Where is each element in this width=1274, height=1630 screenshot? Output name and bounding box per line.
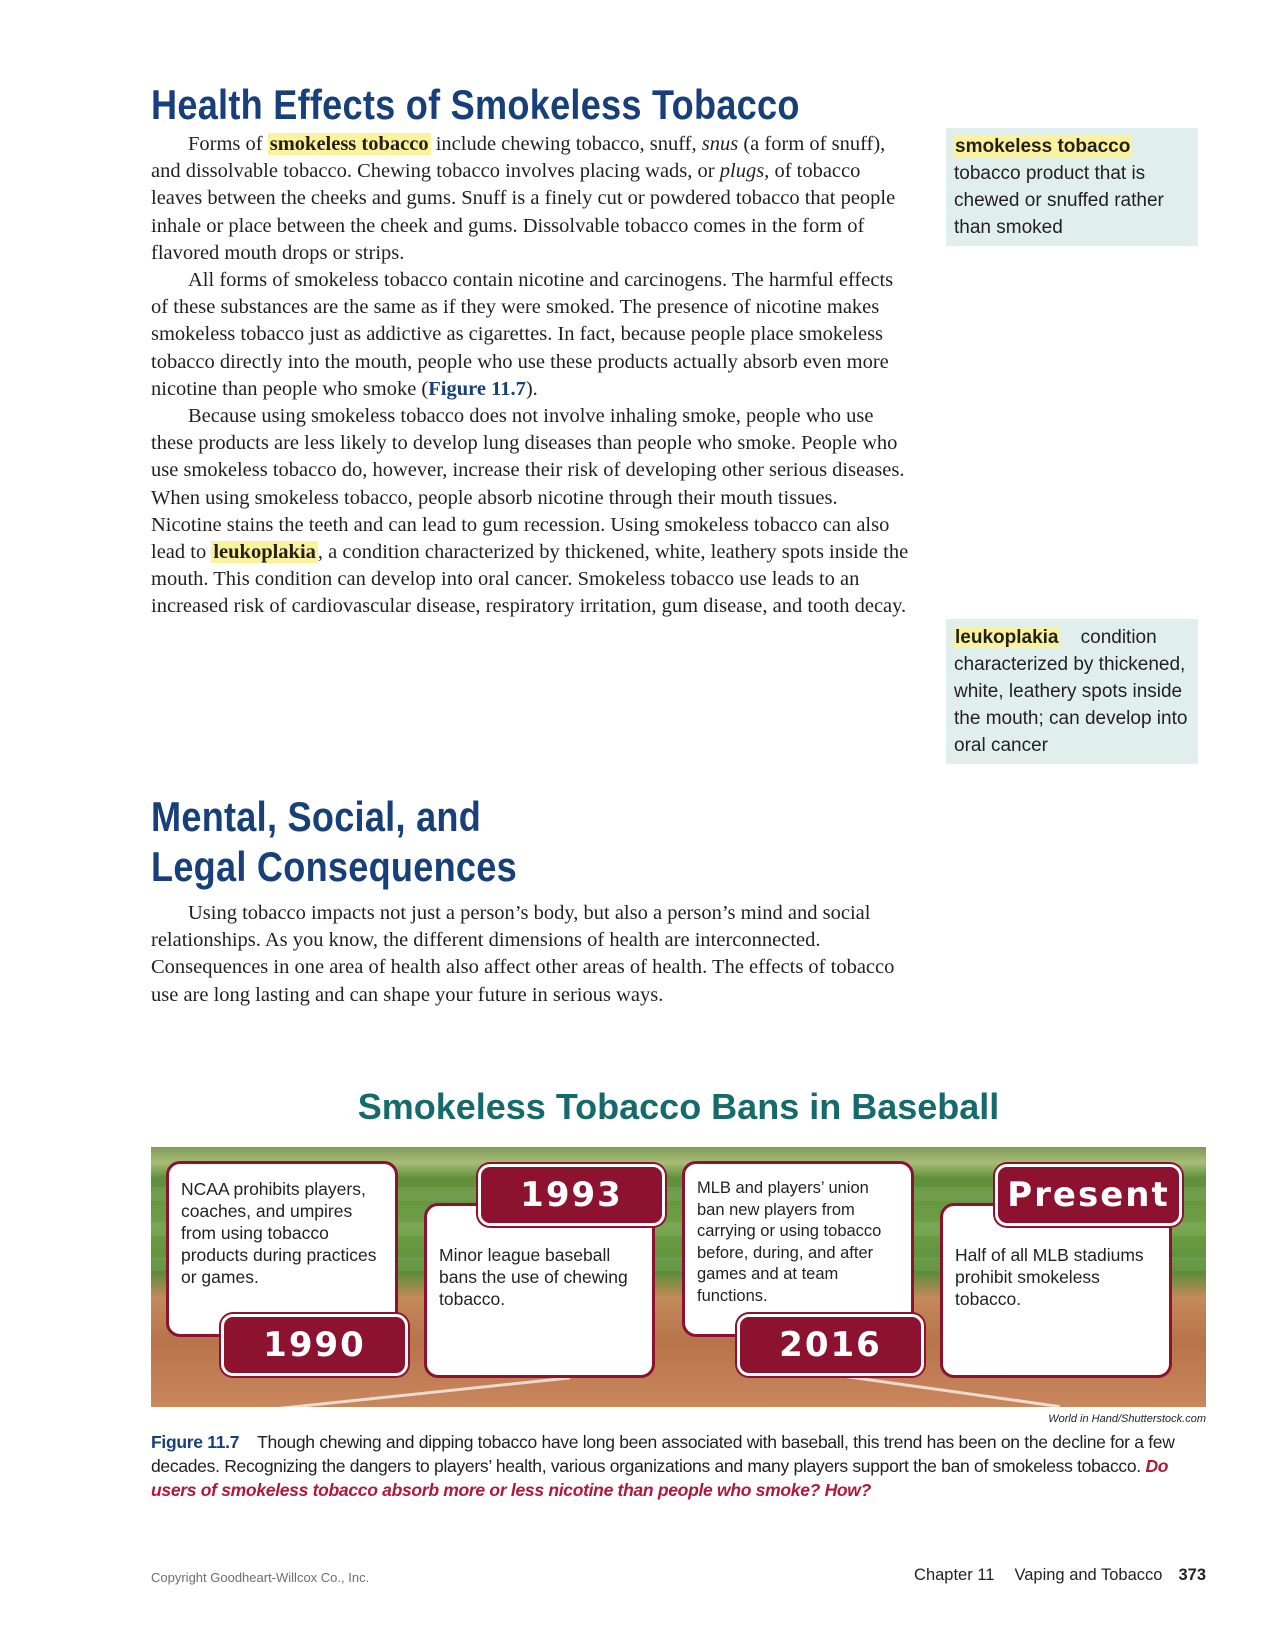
paragraph: Forms of smokeless tobacco include chewing tobacco, snuff, snus (a form of snuff), and dissolvable tobacco. Chewing tobacco involves placing wads, or plugs, of tobacco leaves between the cheeks and gums. Snuff is a finely cut or powdered tobacco that people inhale or place between the cheek and gums. Dissolvable tobacco comes in the form of flavored mouth drops or strips. [151,133,896,264]
key-term-smokeless-tobacco: smokeless tobacco [269,133,429,155]
glossary-term: leukoplakia [955,627,1059,648]
figure-label: Figure 11.7 [151,1432,240,1452]
glossary-box-smokeless-tobacco [946,128,1198,246]
review-question: Do users of smokeless tobacco absorb more or less nicotine than people who smoke? How? [151,1456,1169,1500]
photo-credit: World in Hand/Shutterstock.com [1048,1413,1206,1425]
year-badge-present: Present [995,1164,1182,1226]
glossary-box-leukoplakia [946,619,1198,764]
paragraph: All forms of smokeless tobacco contain nicotine and carcinogens. The harmful effects of these substances are the same as if they were smoked. The presence of nicotine makes smokeless tobacco just as addictive as cigarettes. In fact, because people place smokeless tobacco directly into the mouth, people who use these products actually absorb even more nicotine than people who smoke (Figure 11.7). [151,269,894,400]
chapter-number: Chapter 11 [914,1566,995,1584]
section-body-health-effects [151,131,911,621]
figure-title: Smokeless Tobacco Bans in Baseball [357,1086,1000,1127]
glossary-definition: condition characterized by thickened, white, leathery spots inside the mouth; can develop into oral cancer [954,627,1188,756]
timeline-card-1990: NCAA prohibits players, coaches, and umpires from using tobacco products during practices or games. [166,1161,398,1337]
section-heading-health-effects: Health Effects of Smokeless Tobacco [151,81,800,128]
year-badge-1993: 1993 [478,1164,665,1226]
year-badge-1990: 1990 [221,1314,408,1376]
timeline-card-2016: MLB and players’ union ban new players from carrying or using tobacco before, during, and after games and at team functions. [682,1161,914,1337]
timeline-card-present: Half of all MLB stadiums prohibit smokeless tobacco. [940,1203,1172,1378]
section-heading-consequences: Mental, Social, and Legal Consequences [151,793,517,890]
paragraph: Using tobacco impacts not just a person’s body, but also a person’s mind and social relationships. As you know, the different dimensions of health are interconnected. Consequences in one area of health also affect other areas of health. The effects of tobacco use are long lasting and can shape your future in serious ways. [151,902,895,1006]
year-badge-2016: 2016 [737,1314,924,1376]
paragraph: Because using smokeless tobacco does not involve inhaling smoke, people who use these products are less likely to develop lung diseases than people who smoke. People who use smokeless tobacco do, however, increase their risk of developing other serious diseases. When using smokeless tobacco, people absorb nicotine through their mouth tissues. Nicotine stains the teeth and can lead to gum recession. Using smokeless tobacco can also lead to leukoplakia, a condition characterized by thickened, white, leathery spots inside the mouth. This condition can develop into oral cancer. Smokeless tobacco use leads to an increased risk of cardiovascular disease, respiratory irritation, gum disease, and tooth decay. [151,405,909,618]
page-footer [914,1566,1206,1585]
figure-reference-link[interactable]: Figure 11.7 [428,377,526,400]
key-term-leukoplakia: leukoplakia [213,541,316,564]
section-body-consequences [151,900,911,1009]
page-number: 373 [1178,1566,1206,1584]
timeline-card-1993: Minor league baseball bans the use of chewing tobacco. [424,1203,655,1378]
chapter-title: Vaping and Tobacco [1014,1566,1163,1584]
glossary-term: smokeless tobacco [955,136,1131,157]
figure-caption: Figure 11.7 Though chewing and dipping tobacco have long been associated with baseball, this trend has been on the decline for a few decades. Recognizing the dangers to players’ health, various organizations and many players support the ban of smokeless tobacco. Do users of smokeless tobacco absorb more or less nicotine than people who smoke? How? [151,1432,1175,1500]
glossary-definition: tobacco product that is chewed or snuffed rather than smoked [954,163,1164,238]
copyright-notice: Copyright Goodheart-Willcox Co., Inc. [151,1570,370,1585]
